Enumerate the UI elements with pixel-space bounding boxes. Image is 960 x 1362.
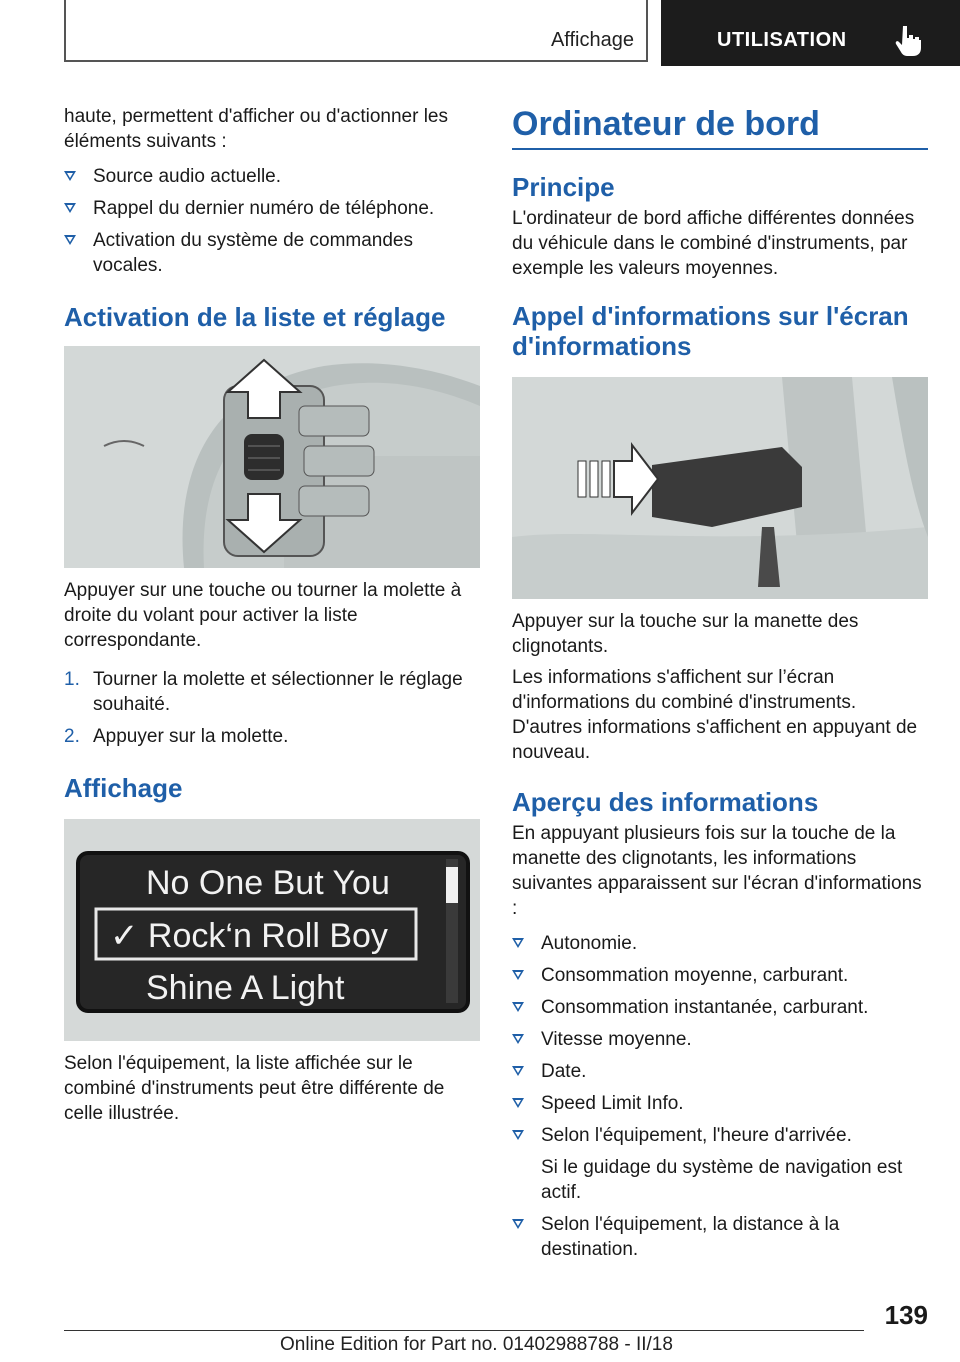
list-item-text: Autonomie. [541, 933, 638, 954]
activation-steps [64, 667, 480, 749]
list-item [512, 995, 928, 1020]
list-item [64, 196, 480, 221]
step-text: Appuyer sur la molette. [93, 726, 289, 747]
steering-wheel-illustration [64, 346, 480, 568]
information-list [512, 931, 928, 1148]
display-list-item: No One But You [146, 864, 390, 902]
pointing-hand-icon [894, 24, 924, 56]
triangle-bullet-icon [512, 1219, 524, 1229]
list-item-text: Date. [541, 1061, 587, 1082]
display-list-illustration [64, 819, 480, 1041]
list-item [64, 667, 480, 717]
list-item-text: Activation du système de commandes vocales. [93, 230, 413, 276]
triangle-bullet-icon [64, 235, 76, 245]
triangle-bullet-icon [64, 171, 76, 181]
triangle-bullet-icon [512, 1130, 524, 1140]
list-item [512, 931, 928, 956]
heading-affichage: Affichage [64, 773, 183, 803]
list-item-text: Vitesse moyenne. [541, 1029, 692, 1050]
affichage-paragraph: Selon l'équipement, la liste affichée sur le combiné d'instruments peut être différente de celle illustrée. [64, 1053, 445, 1124]
list-item [64, 164, 480, 189]
apercu-paragraph: En appuyant plusieurs fois sur la touche de la manette des clignotants, les informations suivantes apparaissent sur l'écran d'informations : [512, 823, 922, 919]
header-section-box [64, 0, 648, 62]
appel-paragraph-2: Les informations s'affichent sur l’écran d'informations du combiné d'instruments. D'autres informations s'affichent en appuyant de nouveau. [512, 667, 918, 763]
header-section-title: Affichage [550, 29, 634, 51]
appel-paragraph-1: Appuyer sur la touche sur la manette des clignotants. [512, 611, 859, 657]
footer-edition: Online Edition for Part no. 01402988788 - II/18 [280, 1334, 673, 1355]
list-item-text: Consommation moyenne, carburant. [541, 965, 849, 986]
header-chapter-tab [661, 0, 960, 66]
main-heading: Ordinateur de bord [512, 104, 928, 150]
list-item [64, 228, 480, 278]
intro-paragraph: haute, permettent d'afficher ou d'actionner les éléments suivants : [64, 106, 448, 152]
footer-divider [64, 1330, 864, 1331]
right-column [512, 104, 928, 1269]
list-item-text: Selon l'équipement, l'heure d'arrivée. [541, 1125, 852, 1146]
list-item [512, 1091, 928, 1116]
list-item-text: Source audio actuelle. [93, 166, 282, 187]
page-number: 139 [884, 1300, 928, 1330]
list-item-text: Consommation instantanée, carburant. [541, 997, 869, 1018]
list-item [64, 724, 480, 749]
list-item-text: Selon l'équipement, la distance à la destination. [541, 1214, 840, 1260]
triangle-bullet-icon [512, 1034, 524, 1044]
turn-signal-lever-illustration [512, 377, 928, 599]
list-item [512, 1123, 928, 1148]
heading-principe: Principe [512, 172, 615, 202]
principe-paragraph: L'ordinateur de bord affiche différentes données du véhicule dans le combiné d'instruments, par exemple les valeurs moyennes. [512, 208, 915, 279]
list-item [512, 1212, 928, 1262]
step-text: Tourner la molette et sélectionner le réglage souhaité. [93, 669, 463, 715]
triangle-bullet-icon [64, 203, 76, 213]
activation-paragraph: Appuyer sur une touche ou tourner la molette à droite du volant pour activer la liste correspondante. [64, 580, 462, 651]
triangle-bullet-icon [512, 1066, 524, 1076]
heading-activation: Activation de la liste et réglage [64, 302, 446, 332]
navigation-note: Si le guidage du système de navigation est actif. [541, 1157, 903, 1203]
triangle-bullet-icon [512, 938, 524, 948]
list-item [512, 963, 928, 988]
display-list-item-selected: ✓ Rock‘n Roll Boy [110, 917, 388, 955]
left-column [64, 104, 480, 1132]
step-number: 1. [64, 669, 80, 690]
display-list-item: Shine A Light [146, 969, 345, 1007]
list-item [512, 1059, 928, 1084]
steering-buttons-list [64, 164, 480, 278]
triangle-bullet-icon [512, 1098, 524, 1108]
heading-apercu: Aperçu des informations [512, 787, 819, 817]
list-item-text: Speed Limit Info. [541, 1093, 684, 1114]
triangle-bullet-icon [512, 970, 524, 980]
list-item [512, 1027, 928, 1052]
step-number: 2. [64, 726, 80, 747]
information-list-continued [512, 1212, 928, 1262]
list-item-text: Rappel du dernier numéro de téléphone. [93, 198, 435, 219]
heading-appel: Appel d'informations sur l'écran d'informations [512, 301, 909, 361]
header-chapter-title: UTILISATION [717, 29, 847, 51]
triangle-bullet-icon [512, 1002, 524, 1012]
